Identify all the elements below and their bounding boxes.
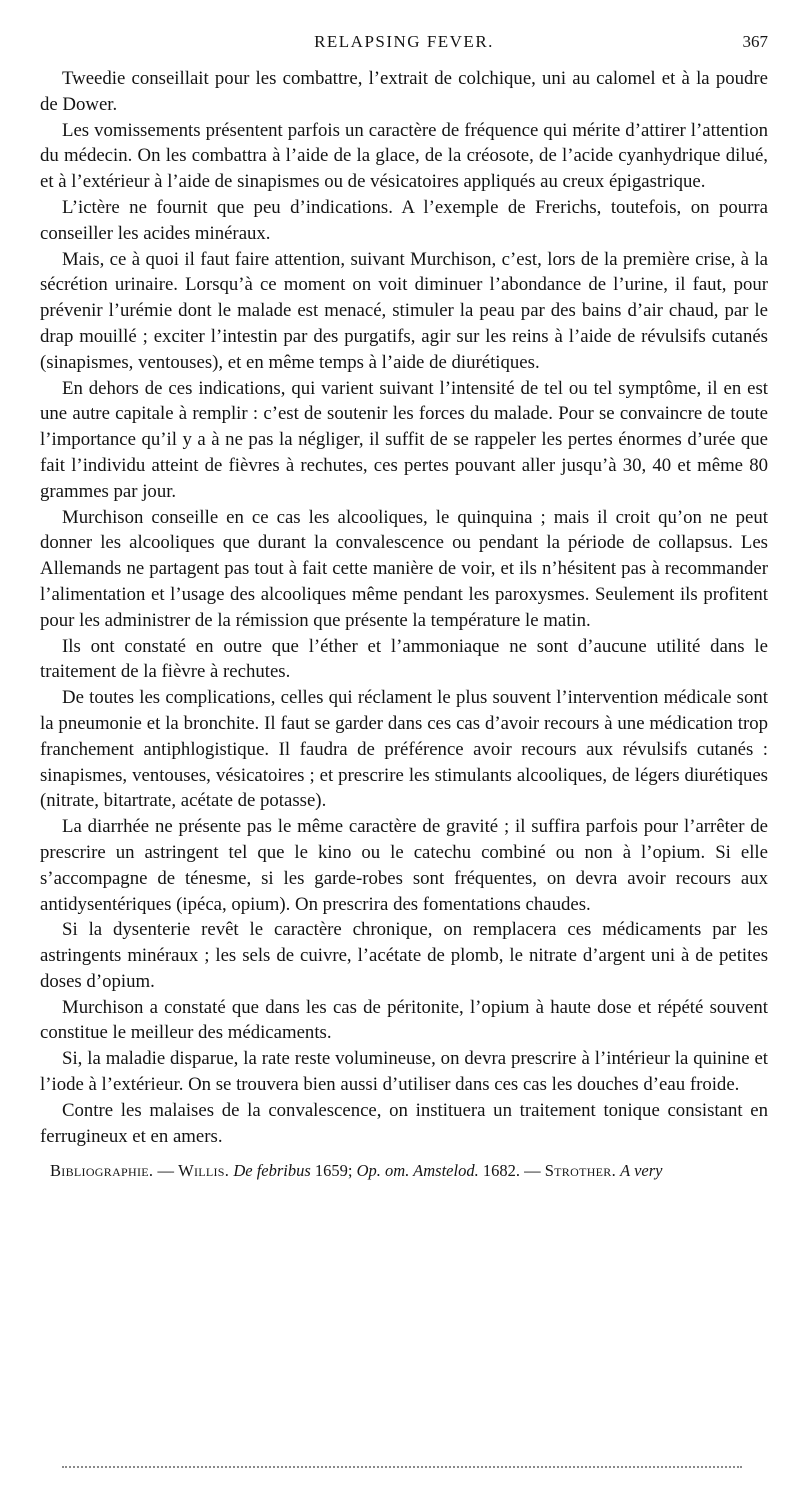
bibliography-year-1659: 1659; [310, 1161, 357, 1181]
bibliography-author-strother: Strother. [544, 1161, 617, 1181]
body-text [40, 66, 768, 1183]
bibliography-title-de-febribus: De febribus [233, 1161, 311, 1181]
paragraph-6: Murchison conseille en ce cas les alcooliques, le quinquina ; mais il croit qu’on ne peut donner les alcooliques que durant la convalescence ou pendant la période de collapsus. Les Allemands ne partagent pas tout à fait cette manière de voir, et ils n’hésitent pas à recommander l’alimentation et l’usage des alcooliques même pendant les paroxysmes. Seulement ils profitent pour les administrer de la rémission que présente la température le matin. [40, 506, 768, 631]
paragraph-4: Mais, ce à quoi il faut faire attention, suivant Murchison, c’est, lors de la première crise, à la sécrétion urinaire. Lorsqu’à ce moment on voit diminuer l’abondance de l’urine, il faut, pour prévenir l’urémie dont le malade est menacé, stimuler la peau par des bains d’air chaud, par le drap mouillé ; exciter l’intestin par des purgatifs, agir sur les reins à l’aide de révulsifs cutanés (sinapismes, ventouses), et en même temps à l’aide de diurétiques. [40, 248, 768, 373]
paragraph-3: L’ictère ne fournit que peu d’indications. A l’exemple de Frerichs, toutefois, on pourra conseiller les acides minéraux. [40, 196, 768, 244]
paragraph-9: La diarrhée ne présente pas le même caractère de gravité ; il suffira parfois pour l’arrêter de prescrire un astringent tel que le kino ou le catechu combiné ou non à l’opium. Si elle s’accompagne de ténesme, si les garde-robes sont fréquentes, on devra avoir recours aux antidysentériques (ipéca, opium). On prescrira des fomentations chaudes. [40, 816, 768, 915]
bibliography [40, 1159, 768, 1183]
bibliography-label: Bibliographie. [50, 1161, 154, 1181]
paragraph-2: Les vomissements présentent parfois un caractère de fréquence qui mérite d’attirer l’attention du médecin. On les combattra à l’aide de la glace, de la créosote, de l’acide cyanhydrique dilué, et à l’extérieur à l’aide de sinapismes ou de vésicatoires appliqués au creux épigastrique. [40, 119, 768, 193]
bibliography-year-1682: 1682. [478, 1161, 525, 1181]
bibliography-title-op-om: Op. om. Amstelod. [356, 1161, 479, 1181]
running-title: RELAPSING FEVER. [314, 32, 494, 51]
page-number: 367 [742, 32, 768, 51]
paragraph-12: Si, la maladie disparue, la rate reste volumineuse, on devra prescrire à l’intérieur la quinine et l’iode à l’extérieur. On se trouvera bien aussi d’utiliser dans ces cas les douches d’eau froide. [40, 1048, 768, 1096]
paragraph-13: Contre les malaises de la convalescence, on instituera un traitement tonique consistant en ferrugineux et en amers. [40, 1099, 768, 1147]
paragraph-5: En dehors de ces indications, qui varient suivant l’intensité de tel ou tel symptôme, il en est une autre capitale à remplir : c’est de soutenir les forces du malade. Pour se convaincre de toute l’importance qu’il y a à ne pas la négliger, il suffit de se rappeler les pertes énormes d’urée que fait l’individu atteint de fièvres à rechutes, ces pertes pouvant aller jusqu’à 30, 40 et même 80 grammes par jour. [40, 377, 768, 502]
paragraph-10: Si la dysenterie revêt le caractère chronique, on remplacera ces médicaments par les astringents minéraux ; les sels de cuivre, l’acétate de plomb, le nitrate d’argent uni à de petites doses d’opium. [40, 919, 768, 992]
running-head [40, 32, 768, 58]
paragraph-7: Ils ont constaté en outre que l’éther et l’ammoniaque ne sont d’aucune utilité dans le traitement de la fièvre à rechutes. [40, 635, 768, 683]
paragraph-11: Murchison a constaté que dans les cas de péritonite, l’opium à haute dose et répété souvent constitue le meilleur des médicaments. [40, 996, 768, 1044]
bibliography-dash: — [153, 1161, 179, 1181]
paragraph-1: Tweedie conseillait pour les combattre, l’extrait de colchique, uni au calomel et à la poudre de Dower. [40, 68, 768, 115]
bibliography-author-willis: Willis. [178, 1161, 230, 1181]
bibliography-dash-2: — [524, 1161, 545, 1181]
paragraph-8: De toutes les complications, celles qui réclament le plus souvent l’intervention médicale sont la pneumonie et la bronchite. Il faut se garder dans ces cas d’avoir recours à une médication trop franchement antiphlogistique. Il faudra de préférence avoir recours aux révulsifs cutanés : sinapismes, ventouses, vésicatoires ; et prescrire les stimulants alcooliques, de légers diurétiques (nitrate, bitartrate, acétate de potasse). [40, 687, 768, 812]
bibliography-title-a-very: A very [620, 1161, 663, 1181]
bottom-dotted-rule [62, 1466, 742, 1468]
